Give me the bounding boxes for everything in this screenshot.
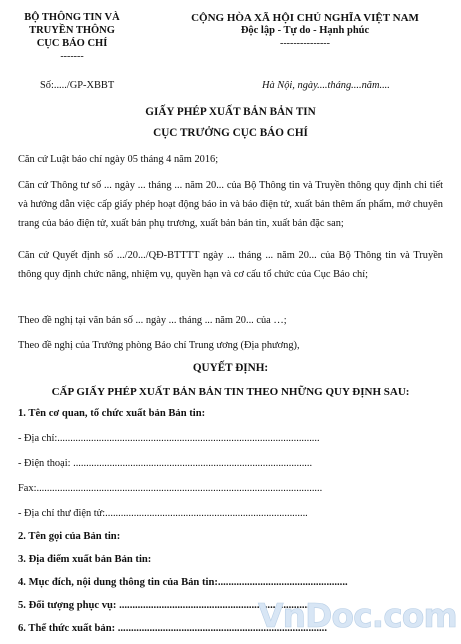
document-number: Số:...../GP-XBBT [40,80,115,91]
legal-basis-law: Căn cứ Luật báo chí ngày 05 tháng 4 năm 2016; [18,154,219,165]
section-4-heading: 4. Mục đích, nội dung thông tin của Bản tin:................................................. [18,577,348,588]
address-field: - Địa chỉ:..................................................................................................... [18,433,320,444]
section-3-heading: 3. Địa điểm xuất bản Bản tin: [18,554,152,565]
place-date: Hà Nội, ngày....tháng....năm.... [262,80,390,91]
agency-line-1: BỘ THÔNG TIN VÀ [24,12,120,23]
decision-heading: QUYẾT ĐỊNH: [192,362,269,374]
agency-line-2: TRUYỀN THÔNG [29,25,115,36]
legal-basis-circular: Căn cứ Thông tư số ... ngày ... tháng ... năm 20... của Bộ Thông tin và Truyền thông quy định chi tiết và hướng dẫn việc cấp giấy phép hoạt động báo in và báo điện tử, xuất bản thêm ấn phẩm, mở chuyên trang của báo điện tử, xuất bản phụ trương, xuất bản bản tin, xuất bản đặc san; [18,180,443,229]
document-title: GIẤY PHÉP XUẤT BẢN BẢN TIN [145,106,316,118]
agency-separator: ------- [60,51,84,62]
section-6-heading: 6. Thể thức xuất bản: ............................................................................... [18,623,327,634]
fax-field: Fax:.............................................................................................................. [18,483,323,494]
issuer-title: CỤC TRƯỞNG CỤC BÁO CHÍ [153,127,308,139]
agency-line-3: CỤC BÁO CHÍ [36,38,108,49]
section-5-heading: 5. Đối tượng phục vụ: .............................................................................. [18,600,326,611]
national-motto: Độc lập - Tự do - Hạnh phúc [240,25,370,36]
proposal-document: Theo đề nghị tại văn bản số ... ngày ... tháng ... năm 20... của …; [18,315,287,326]
proposal-department: Theo đề nghị của Trưởng phòng Báo chí Trung ương (Địa phương), [18,340,300,351]
motto-separator: --------------- [280,38,330,49]
legal-basis-decision: Căn cứ Quyết định số .../20.../QĐ-BTTTT ngày ... tháng ... năm 20... của Bộ Thông tin và Truyền thông quy định chức năng, nhiệm vụ, quyền hạn và cơ cấu tổ chức của Cục Báo chí; [18,250,443,280]
country-name: CỘNG HÒA XÃ HỘI CHỦ NGHĨA VIỆT NAM [191,12,419,24]
section-2-heading: 2. Tên gọi của Bản tin: [18,531,121,542]
phone-field: - Điện thoại: ............................................................................................ [18,458,313,469]
decision-subheading: CẤP GIẤY PHÉP XUẤT BẢN BẢN TIN THEO NHỮNG QUY ĐỊNH SAU: [51,386,410,398]
email-field: - Địa chỉ thư điện tử:.............................................................................. [18,508,308,519]
vndoc-watermark: VnDoc.com [258,596,457,635]
section-1-heading: 1. Tên cơ quan, tổ chức xuất bản Bản tin: [18,408,206,419]
